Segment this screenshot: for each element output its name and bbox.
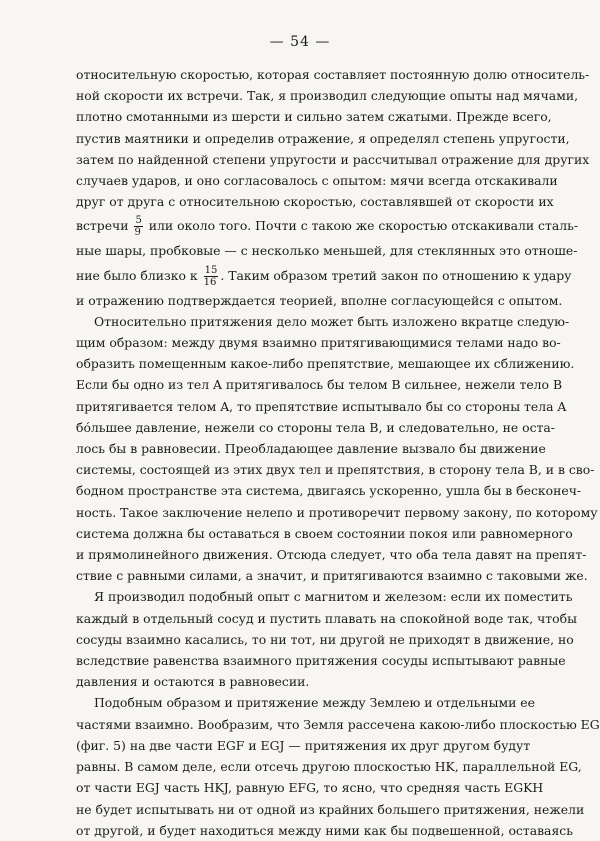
- fraction-denominator: 16: [203, 276, 217, 288]
- paragraph-2: [76, 311, 598, 587]
- paragraph-4: [76, 692, 600, 840]
- text-fragment: встречи: [76, 218, 129, 234]
- text-fragment: . Таким образом третий закон по отношению к удару: [220, 267, 572, 283]
- text-line: относительную скоростью, которая составляет постоянную долю относитель-: [76, 67, 590, 82]
- text-line: Я производил подобный опыт с магнитом и железом: если их поместить: [94, 589, 573, 605]
- text-fragment: ние было близко к: [76, 267, 198, 283]
- text-line: от части EGJ часть HKJ, равную EFG, то ясно, что средняя часть EGKH: [76, 780, 544, 796]
- text-line: системы, состоящей из этих двух тел и препятствия, в сторону тела B, и в сво-: [76, 462, 595, 478]
- text-line: образить помещенным какое-либо препятствие, мешающее их сближению.: [76, 356, 575, 372]
- page-number: — 54 —: [269, 34, 331, 50]
- text-line: ность. Такое заключение нелепо и противоречит первому закону, по которому: [76, 504, 598, 520]
- paragraph-1: [76, 64, 590, 311]
- text-line: лось бы в равновесии. Преобладающее давление вызвало бы движение: [76, 441, 546, 457]
- text-line: щим образом: между двумя взаимно притягивающимися телами надо во-: [76, 335, 561, 351]
- text-line: притягивается телом A, то препятствие испытывало бы со стороны тела A: [76, 398, 567, 414]
- paragraph-3: [76, 586, 577, 692]
- fraction-numerator: 15: [204, 264, 218, 276]
- fraction-5-9: [134, 215, 142, 238]
- text-line-with-fraction: [76, 212, 579, 240]
- text-line: случаев ударов, и оно согласовалось с опытом: мячи всегда отскакивали: [76, 173, 558, 189]
- fraction-numerator: 5: [135, 215, 142, 227]
- text-line: Относительно притяжения дело может быть изложено вкратце следую-: [94, 313, 570, 329]
- text-line: друг от друга с относительною скоростью, составлявшей от скорости их: [76, 194, 554, 210]
- text-line: от другой, и будет находиться между ними как бы подвешенной, оставаясь: [76, 822, 573, 838]
- text-line: ствие с равными силами, а значит, и притягиваются взаимно с таковыми же.: [76, 568, 588, 584]
- text-line: не будет испытывать ни от одной из крайних большего притяжения, нежели: [76, 801, 585, 817]
- text-line: равны. В самом деле, если отсечь другою плоскостью HK, параллельной EG,: [76, 759, 582, 775]
- text-line: плотно смотанными из шерсти и сильно затем сжатыми. Прежде всего,: [76, 109, 552, 125]
- page-body: [76, 64, 600, 841]
- text-fragment: или около того. Почти с такою же скоростью отскакивали сталь-: [148, 218, 579, 234]
- text-line: частями взаимно. Вообразим, что Земля рассечена какою-либо плоскостью EG: [76, 716, 600, 732]
- text-line: затем по найденной степени упругости и рассчитывал отражение для других: [76, 151, 590, 167]
- text-line-with-fraction: [76, 262, 572, 290]
- text-line: Если бы одно из тел A притягивалось бы телом B сильнее, нежели тело B: [76, 377, 563, 393]
- text-line: давления и остаются в равновесии.: [76, 674, 310, 690]
- text-line: Подобным образом и притяжение между Землею и отдельными ее: [94, 695, 535, 711]
- text-line: пустив маятники и определив отражение, я определял степень упругости,: [76, 130, 570, 146]
- text-line: бóльшее давление, нежели со стороны тела B, и следовательно, не оста-: [76, 419, 555, 435]
- text-line: и отражению подтверждается теорией, вполне согласующейся с опытом.: [76, 292, 563, 308]
- text-line: бодном пространстве эта система, двигаясь ускоренно, ушла бы в бесконеч-: [76, 483, 582, 499]
- text-line: вследствие равенства взаимного притяжения сосуды испытывают равные: [76, 653, 566, 669]
- text-line: ные шары, пробковые — с несколько меньшей, для стеклянных это отноше-: [76, 243, 578, 259]
- fraction-15-16: [204, 265, 219, 288]
- text-line: каждый в отдельный сосуд и пустить плавать на спокойной воде так, чтобы: [76, 610, 577, 626]
- text-line: сосуды взаимно касались, то ни тот, ни другой не приходят в движение, но: [76, 631, 574, 647]
- text-line: система должна бы оставаться в своем состоянии покоя или равномерного: [76, 525, 573, 541]
- fraction-denominator: 9: [134, 227, 141, 239]
- text-line: и прямолинейного движения. Отсюда следует, что оба тела давят на препят-: [76, 547, 587, 563]
- text-line: ной скорости их встречи. Так, я производил следующие опыты над мячами,: [76, 88, 579, 104]
- text-line: (фиг. 5) на две части EGF и EGJ — притяжения их друг другом будут: [76, 737, 531, 753]
